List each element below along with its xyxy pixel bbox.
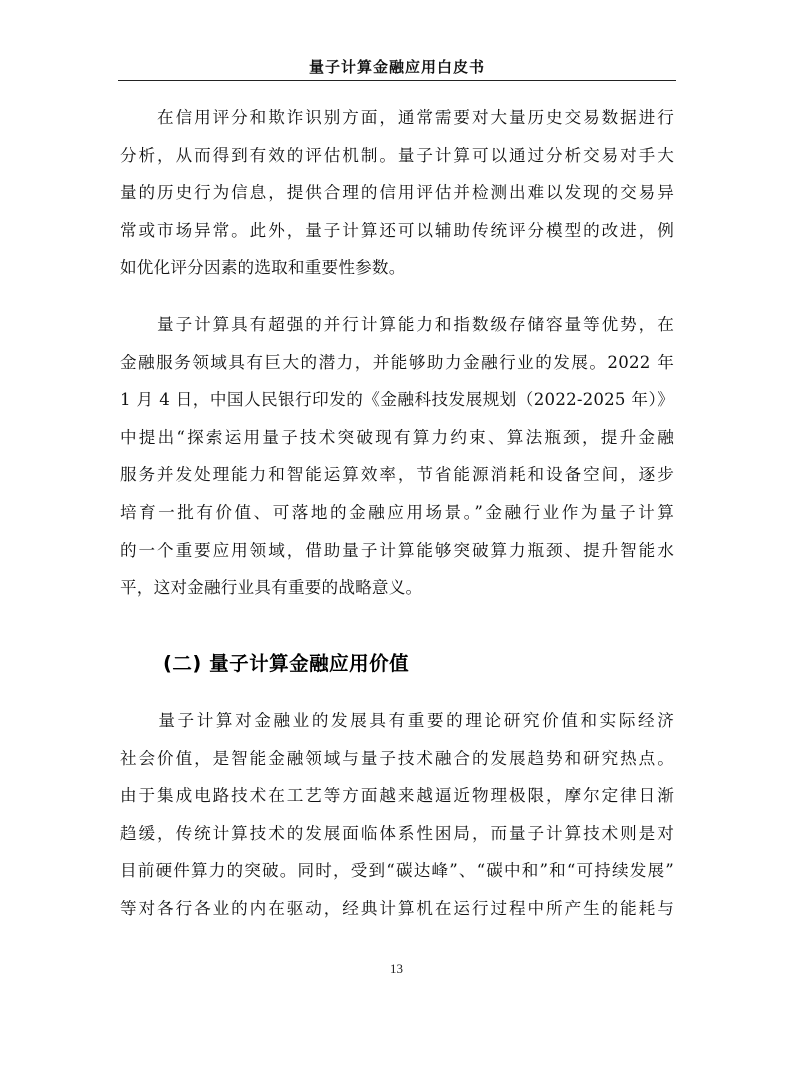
text-line: 1 月 4 日，中国人民银行印发的《金融科技发展规划（2022-2025 年）》 xyxy=(120,390,674,410)
paragraph-application-value xyxy=(120,702,674,928)
text-line: 金融服务领域具有巨大的潜力，并能够助力金融行业的发展。2022 年 xyxy=(120,352,674,372)
text-line: 等对各行各业的内在驱动，经典计算机在运行过程中所产生的能耗与 xyxy=(120,898,674,918)
text-line: 社会价值，是智能金融领域与量子技术融合的发展趋势和研究热点。 xyxy=(120,748,674,768)
text-line: 在信用评分和欺诈识别方面，通常需要对大量历史交易数据进行 xyxy=(120,108,674,127)
text-line: 中提出“探索运用量子技术突破现有算力约束、算法瓶颈，提升金融 xyxy=(120,427,674,447)
section-heading: (二) 量子计算金融应用价值 xyxy=(163,652,410,675)
text-line: 服务并发处理能力和智能运算效率，节省能源消耗和设备空间，逐步 xyxy=(120,465,674,485)
text-line: 培育一批有价值、可落地的金融应用场景。”金融行业作为量子计算 xyxy=(120,502,674,522)
text-line: 量子计算具有超强的并行计算能力和指数级存储容量等优势，在 xyxy=(120,315,674,334)
text-line: 由于集成电路技术在工艺等方面越来越逼近物理极限，摩尔定律日渐 xyxy=(120,786,674,806)
text-line: 量子计算对金融业的发展具有重要的理论研究价值和实际经济 xyxy=(120,711,674,730)
text-line: 趋缓，传统计算技术的发展面临体系性困局，而量子计算技术则是对 xyxy=(120,823,674,843)
text-line: 常或市场异常。此外，量子计算还可以辅助传统评分模型的改进，例 xyxy=(120,220,674,240)
text-line: 量的历史行为信息，提供合理的信用评估并检测出难以发现的交易异 xyxy=(120,183,674,203)
text-line: 目前硬件算力的突破。同时，受到“碳达峰”、“碳中和”和“可持续发展” xyxy=(120,861,674,881)
text-line: 分析，从而得到有效的评估机制。量子计算可以通过分析交易对手大 xyxy=(120,145,674,165)
running-header-title: 量子计算金融应用白皮书 xyxy=(308,58,485,76)
paragraph-parallel-computing xyxy=(120,306,674,607)
text-line: 平，这对金融行业具有重要的战略意义。 xyxy=(120,578,423,598)
header-divider xyxy=(118,80,676,81)
text-line: 如优化评分因素的选取和重要性参数。 xyxy=(120,258,406,278)
paragraph-credit-scoring xyxy=(120,99,674,287)
text-line: 的一个重要应用领域，借助量子计算能够突破算力瓶颈、提升智能水 xyxy=(120,540,674,560)
page-number: 13 xyxy=(390,961,403,976)
